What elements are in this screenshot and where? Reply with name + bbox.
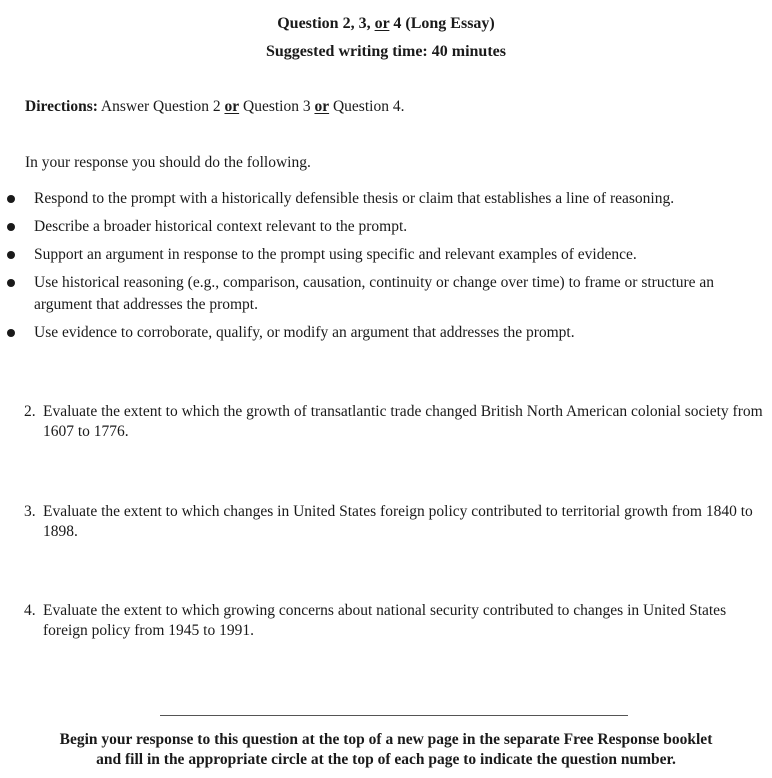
list-item-text: Use evidence to corroborate, qualify, or modify an argument that addresses the prompt. [34, 324, 575, 341]
list-item [0, 244, 772, 266]
directions-or-2: or [314, 98, 330, 115]
directions-or-1: or [224, 98, 240, 115]
bullet-icon [7, 329, 15, 337]
question-text: Evaluate the extent to which changes in United States foreign policy contributed to territorial growth from 1840 to 1898. [43, 503, 753, 540]
footer-line-1: Begin your response to this question at the top of a new page in the separate Free Response booklet [59, 731, 713, 748]
directions-text-c: Question 4. [329, 98, 405, 115]
title-or: or [374, 15, 390, 32]
requirements-list [0, 188, 772, 350]
bullet-icon [7, 279, 15, 287]
list-item [0, 188, 772, 210]
list-item-text: Support an argument in response to the prompt using specific and relevant examples of evidence. [34, 246, 637, 263]
directions-text-b: Question 3 [239, 98, 315, 115]
page-title [0, 15, 772, 33]
list-item [0, 322, 772, 344]
footer-line-2: and fill in the appropriate circle at the top of each page to indicate the question number. [96, 751, 676, 768]
list-item-text: Use historical reasoning (e.g., comparison, causation, continuity or change over time) to frame or structure an argument that addresses the prompt. [34, 274, 715, 313]
list-item [0, 216, 772, 238]
question-number: 4. [24, 602, 36, 619]
question-4 [24, 601, 764, 641]
question-2 [24, 402, 764, 442]
title-suffix: 4 (Long Essay) [389, 15, 495, 32]
directions-label: Directions: [25, 98, 98, 115]
writing-time: Suggested writing time: 40 minutes [266, 43, 506, 60]
title-prefix: Question 2, 3, [277, 15, 375, 32]
question-text: Evaluate the extent to which growing concerns about national security contributed to changes in United States foreign policy from 1945 to 1991. [43, 602, 727, 639]
directions-text-a: Answer Question 2 [97, 98, 225, 115]
question-number: 3. [24, 503, 36, 520]
bullet-icon [7, 251, 15, 259]
intro-text: In your response you should do the following. [25, 154, 311, 171]
divider [160, 715, 628, 716]
question-text: Evaluate the extent to which the growth of transatlantic trade changed British North American colonial society from 1607 to 1776. [43, 403, 763, 440]
list-item-text: Describe a broader historical context relevant to the prompt. [34, 218, 408, 235]
list-item [0, 272, 772, 316]
bullet-icon [7, 195, 15, 203]
question-number: 2. [24, 403, 36, 420]
bullet-icon [7, 223, 15, 231]
question-3 [24, 502, 764, 542]
list-item-text: Respond to the prompt with a historically defensible thesis or claim that establishes a line of reasoning. [34, 190, 675, 207]
footer-instructions [0, 730, 772, 770]
directions [25, 98, 404, 116]
